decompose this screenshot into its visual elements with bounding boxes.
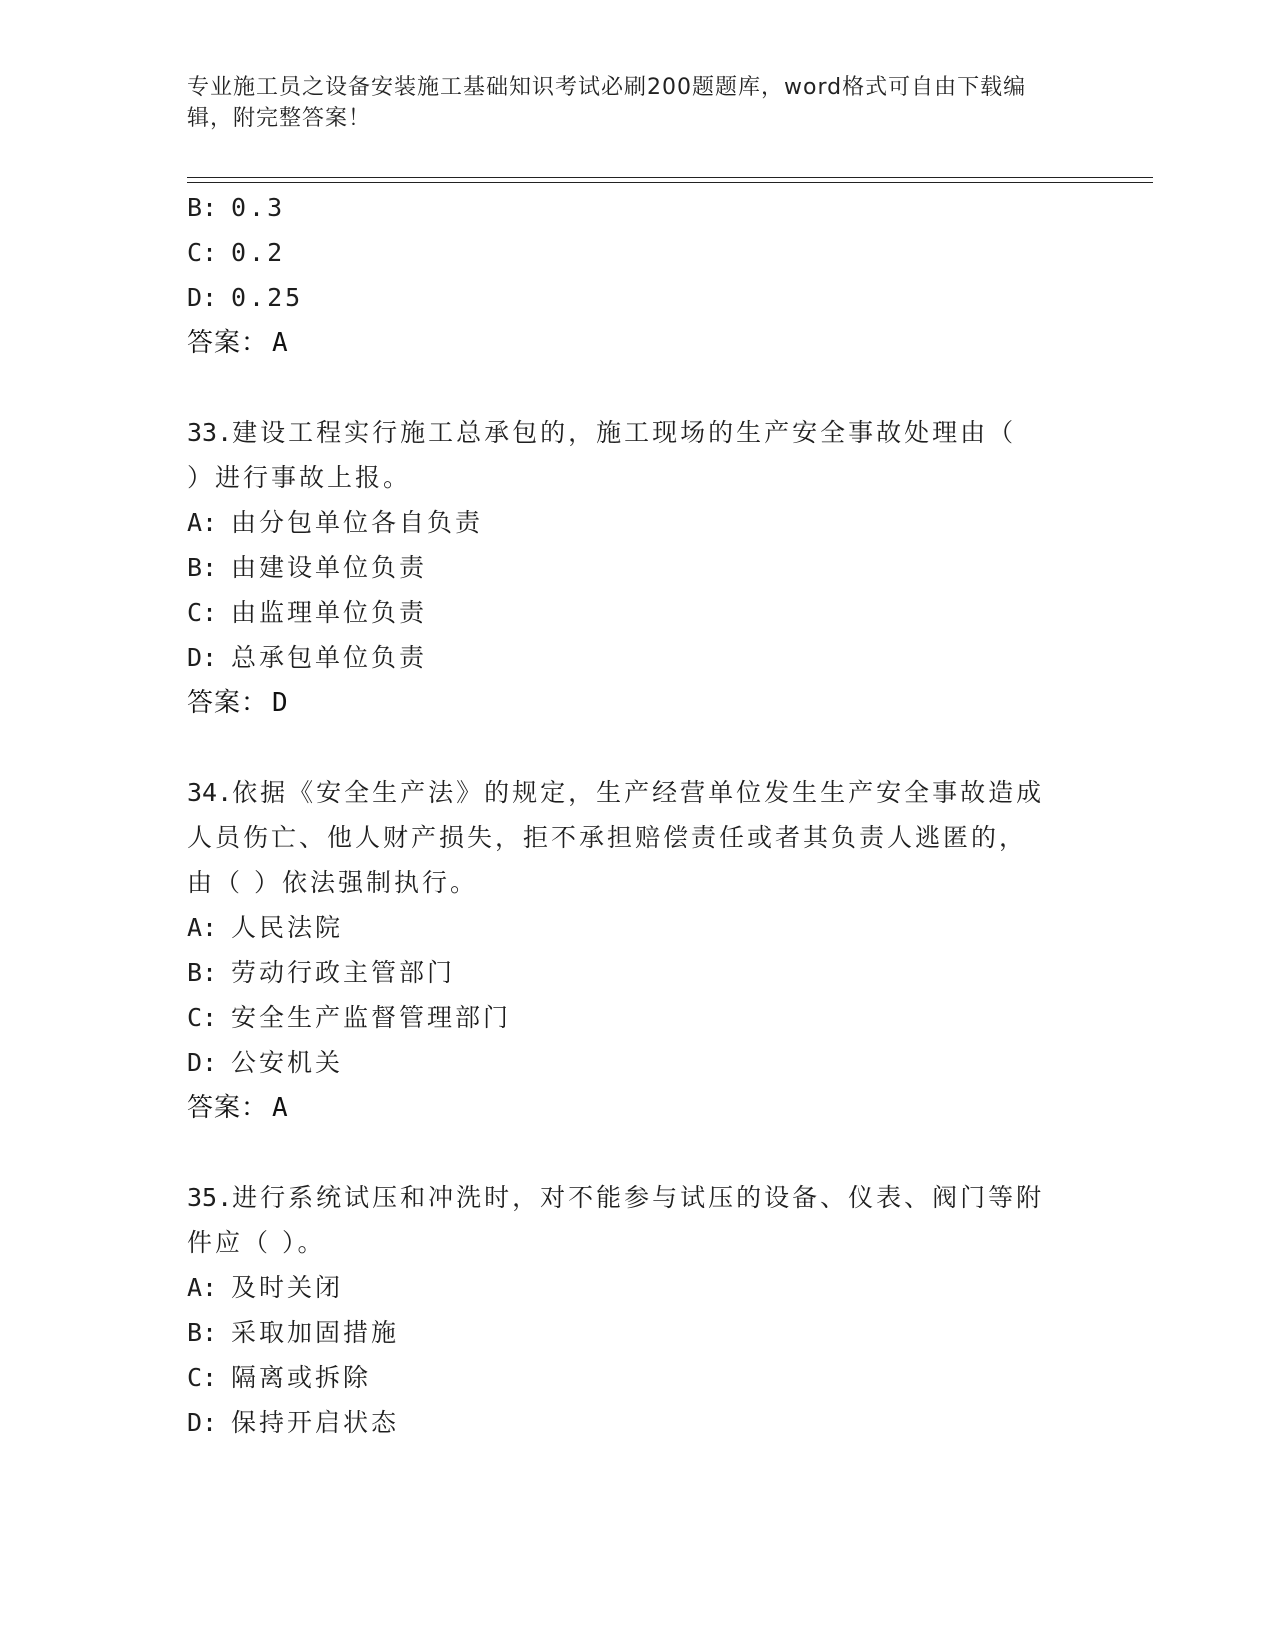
option-text: 劳动行政主管部门 [231, 958, 456, 987]
answer-label: 答案： [187, 328, 269, 358]
question-text: ）进行事故上报。 [187, 463, 412, 492]
option-letter: B: [187, 553, 218, 582]
option-letter: C: [187, 238, 218, 267]
question-number: 35. [187, 1183, 233, 1212]
answer-value: A [272, 1093, 289, 1123]
option-c [187, 238, 285, 268]
option-text: 0.3 [231, 193, 286, 222]
option-letter: B: [187, 1318, 218, 1347]
option-a [187, 1273, 343, 1303]
document-header: 专业施工员之设备安装施工基础知识考试必刷200题题库，word格式可自由下载编辑，附完整答案！ [187, 75, 1027, 131]
question-text: 由（ ）依法强制执行。 [187, 868, 478, 897]
option-text: 公安机关 [231, 1048, 344, 1077]
question-stem-line [187, 778, 1044, 808]
answer-value: A [272, 328, 289, 358]
answer-value: D [272, 688, 289, 718]
option-d [187, 1048, 343, 1078]
answer-line [187, 688, 289, 718]
option-letter: A: [187, 913, 218, 942]
option-b [187, 958, 455, 988]
option-text: 由建设单位负责 [231, 553, 428, 582]
question-stem-line [187, 1183, 1044, 1213]
option-text: 0.2 [231, 238, 286, 267]
option-text: 采取加固措施 [231, 1318, 400, 1347]
option-c [187, 598, 427, 628]
option-d [187, 283, 303, 313]
question-text: 建设工程实行施工总承包的，施工现场的生产安全事故处理由（ [232, 418, 1017, 447]
option-c [187, 1003, 511, 1033]
option-b [187, 1318, 399, 1348]
option-text: 隔离或拆除 [231, 1363, 372, 1392]
option-text: 总承包单位负责 [231, 643, 428, 672]
option-letter: A: [187, 508, 218, 537]
option-text: 由监理单位负责 [231, 598, 428, 627]
option-letter: C: [187, 598, 218, 627]
question-text: 人员伤亡、他人财产损失，拒不承担赔偿责任或者其负责人逃匿的， [187, 823, 1028, 852]
option-text: 及时关闭 [231, 1273, 344, 1302]
answer-line [187, 1093, 289, 1123]
option-letter: D: [187, 283, 218, 312]
option-letter: A: [187, 1273, 218, 1302]
answer-line [187, 328, 289, 358]
answer-label: 答案： [187, 1093, 269, 1123]
option-a [187, 508, 483, 538]
option-d [187, 643, 427, 673]
question-stem-line [187, 1228, 325, 1258]
option-a [187, 913, 343, 943]
question-number: 33. [187, 418, 233, 447]
option-letter: D: [187, 1048, 218, 1077]
option-letter: B: [187, 193, 218, 222]
option-letter: D: [187, 1408, 218, 1437]
option-b [187, 193, 285, 223]
question-text: 件应（ ）。 [187, 1228, 326, 1257]
option-b [187, 553, 427, 583]
question-stem-line [187, 823, 1027, 853]
option-text: 保持开启状态 [231, 1408, 400, 1437]
option-d [187, 1408, 399, 1438]
option-letter: C: [187, 1003, 218, 1032]
option-text: 安全生产监督管理部门 [231, 1003, 512, 1032]
question-stem-line [187, 463, 411, 493]
header-rule-bottom [187, 182, 1153, 183]
option-text: 人民法院 [231, 913, 344, 942]
option-text: 由分包单位各自负责 [231, 508, 484, 537]
option-letter: B: [187, 958, 218, 987]
option-c [187, 1363, 371, 1393]
option-letter: C: [187, 1363, 218, 1392]
option-letter: D: [187, 643, 218, 672]
option-text: 0.25 [231, 283, 304, 312]
question-text: 依据《安全生产法》的规定，生产经营单位发生生产安全事故造成 [232, 778, 1045, 807]
question-number: 34. [187, 778, 233, 807]
question-stem-line [187, 868, 478, 898]
header-rule-top [187, 177, 1153, 178]
question-stem-line [187, 418, 1016, 448]
answer-label: 答案： [187, 688, 269, 718]
question-text: 进行系统试压和冲洗时，对不能参与试压的设备、仪表、阀门等附 [232, 1183, 1045, 1212]
